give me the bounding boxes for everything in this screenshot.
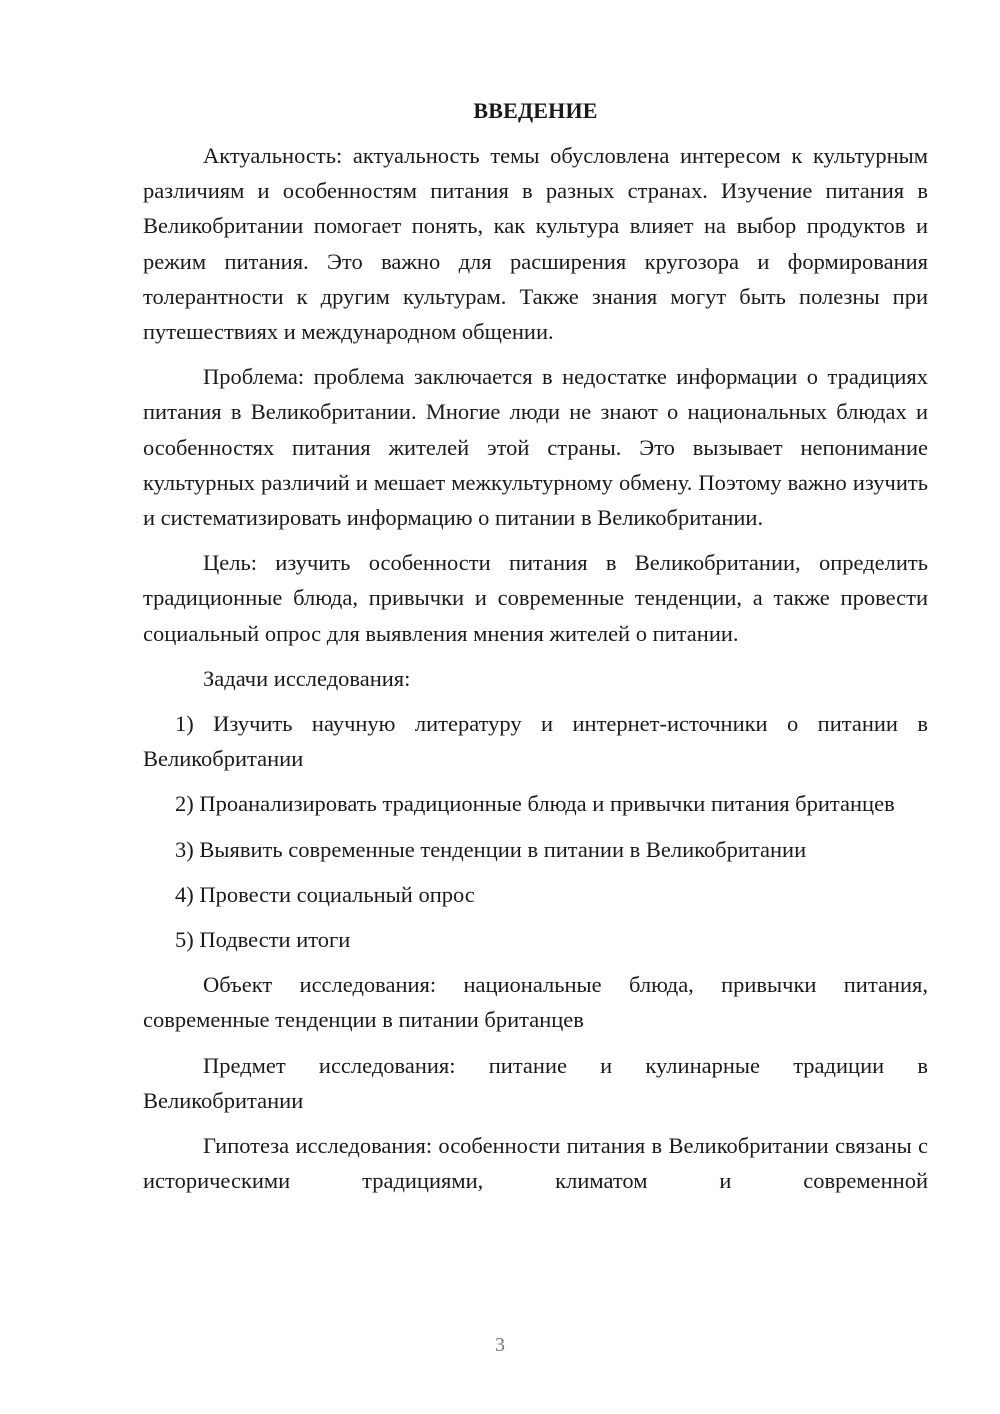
paragraph-subject: Предмет исследования: питание и кулинарные традиции в Великобритании xyxy=(143,1052,928,1113)
page-title: ВВЕДЕНИЕ xyxy=(473,98,598,123)
task-item: 2) Проанализировать традиционные блюда и привычки питания британцев xyxy=(175,791,895,817)
task-item: 3) Выявить современные тенденции в питании в Великобритании xyxy=(175,836,807,862)
paragraph-object: Объект исследования: национальные блюда, привычки питания, современные тенденции в питании британцев xyxy=(143,972,928,1033)
paragraph-problem: Проблема: проблема заключается в недостатке информации о традициях питания в Великобритании. Многие люди не знают о национальных блюдах и особенностях питания жителей этой страны. Это вызывает непонимание культурных различий и мешает межкультурному обмену. Поэтому важно изучить и систематизировать информацию о питании в Великобритании. xyxy=(143,364,928,531)
document-page xyxy=(143,93,928,1198)
task-item: 5) Подвести итоги xyxy=(175,927,351,953)
tasks-heading: Задачи исследования: xyxy=(203,665,411,691)
paragraph-goal: Цель: изучить особенности питания в Великобритании, определить традиционные блюда, привычки и современные тенденции, а также провести социальный опрос для выявления мнения жителей о питании. xyxy=(143,550,928,646)
paragraph-relevance: Актуальность: актуальность темы обусловлена интересом к культурным различиям и особенностям питания в разных странах. Изучение питания в Великобритании помогает понять, как культура влияет на выбор продуктов и режим питания. Это важно для расширения кругозора и формирования толерантности к другим культурам. Также знания могут быть полезны при путешествиях и международном общении. xyxy=(143,143,928,345)
paragraph-hypothesis: Гипотеза исследования: особенности питания в Великобритании связаны с историческими традициями, климатом и современной xyxy=(143,1133,928,1194)
task-item: 4) Провести социальный опрос xyxy=(175,881,475,907)
task-item: 1) Изучить научную литературу и интернет-источники о питании в Великобритании xyxy=(143,711,928,772)
page-number: 3 xyxy=(495,1334,505,1356)
